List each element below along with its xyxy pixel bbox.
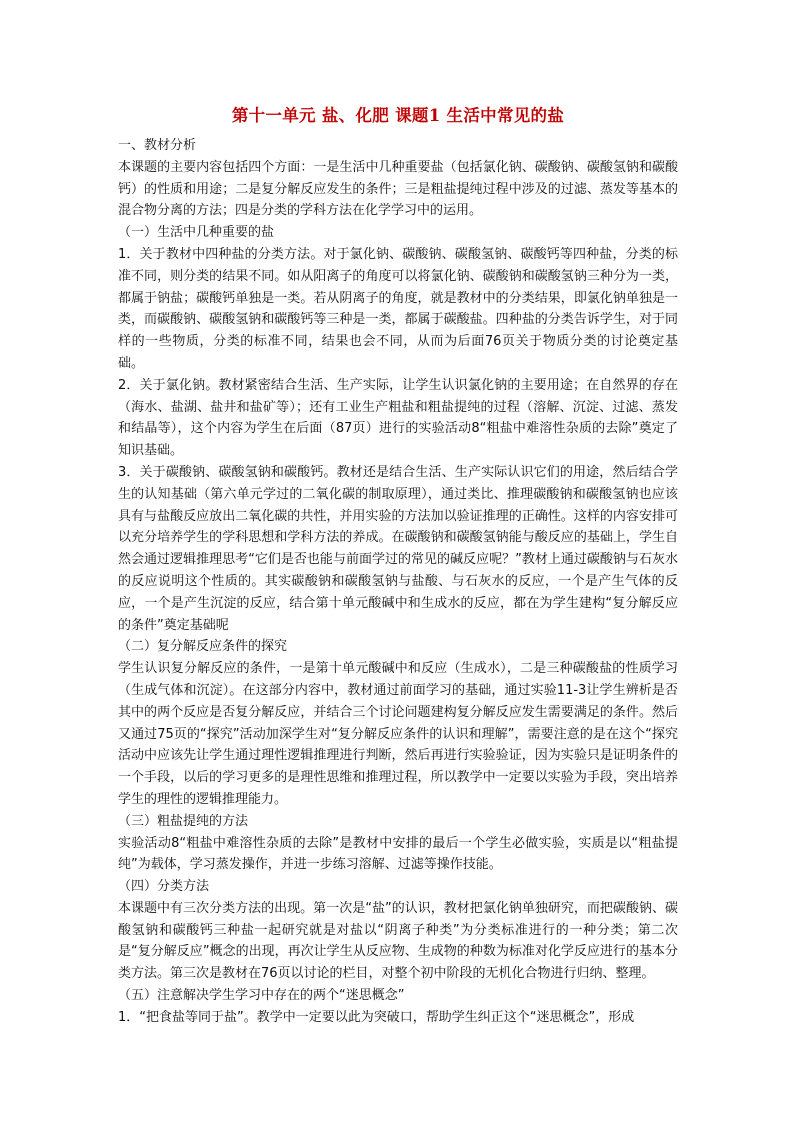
- intro-paragraph: 本课题的主要内容包括四个方面：一是生活中几种重要盐（包括氯化钠、碳酸钠、碳酸氢钠和碳酸钙）的性质和用途；二是复分解反应发生的条件；三是粗盐提纯过程中涉及的过滤、蒸发等基本的混合物分离的方法；四是分类的学科方法在化学学习中的运用。: [118, 159, 678, 219]
- subsection-heading-salts: （一）生活中几种重要的盐: [118, 225, 275, 241]
- document-title: 第十一单元 盐、化肥 课题1 生活中常见的盐: [231, 106, 565, 125]
- paragraph-salt-purification: 实验活动8“粗盐中难溶性杂质的去除”是教材中安排的最后一个学生必做实验，实质是以“粗盐提纯”为载体，学习蒸发操作，并进一步练习溶解、过滤等操作技能。: [118, 835, 678, 873]
- paragraph-classification: 1．关于教材中四种盐的分类方法。对于氯化钠、碳酸钠、碳酸氢钠、碳酸钙等四种盐，分类的标准不同，则分类的结果不同。如从阳离子的角度可以将氯化钠、碳酸钠和碳酸氢钠三种分为一类，都属于钠盐；碳酸钙单独是一类。若从阴离子的角度，就是教材中的分类结果，即氯化钠单独是一类，而碳酸钠、碳酸氢钠和碳酸钙等三种是一类，都属于碳酸盐。四种盐的分类告诉学生，对于同样的一些物质，分类的标准不同，结果也会不同，从而为后面76页关于物质分类的讨论奠定基础。: [118, 246, 678, 371]
- paragraph-carbonates: 3．关于碳酸钠、碳酸氢钠和碳酸钙。教材还是结合生活、生产实际认识它们的用途，然后结合学生的认知基础（第六单元学过的二氧化碳的制取原理），通过类比、推理碳酸钠和碳酸氢钠也应该具有与盐酸反应放出二氧化碳的共性，并用实验的方法加以验证推理的正确性。这样的内容安排可以充分培养学生的学科思想和学科方法的养成。在碳酸钠和碳酸氢钠能与酸反应的基础上，学生自然会通过逻辑推理思考“它们是否也能与前面学过的常见的碱反应呢？”教材上通过碳酸钠与石灰水的反应说明这个性质的。其实碳酸钠和碳酸氢钠与盐酸、与石灰水的反应，一个是产生气体的反应，一个是产生沉淀的反应，结合第十单元酸碱中和生成水的反应，都在为学生建构“复分解反应的条件”奠定基础呢: [118, 464, 678, 633]
- paragraph-classification-method: 本课题中有三次分类方法的出现。第一次是“盐”的认识，教材把氯化钠单独研究，而把碳酸钠、碳酸氢钠和碳酸钙三种盐一起研究就是对盐以“阴离子种类”为分类标准进行的一种分类；第二次是“复分解反应”概念的出现，再次让学生从反应物、生成物的种数为标准对化学反应进行的基本分类方法。第三次是教材在76页以讨论的栏目，对整个初中阶段的无机化合物进行归纳、整理。: [118, 900, 678, 982]
- subsection-heading-misconceptions: （五）注意解决学生学习中存在的两个“迷思概念”: [118, 988, 405, 1004]
- section-heading-analysis: 一、教材分析: [118, 138, 197, 153]
- paragraph-sodium-chloride: 2．关于氯化钠。教材紧密结合生活、生产实际，让学生认识氯化钠的主要用途；在自然界的存在（海水、盐湖、盐井和盐矿等）；还有工业生产粗盐和粗盐提纯的过程（溶解、沉淀、过滤、蒸发和结晶等），这个内容为学生在后面（87页）进行的实验活动8“粗盐中难溶性杂质的去除”奠定了知识基础。: [118, 377, 678, 459]
- subsection-heading-classification-method: （四）分类方法: [118, 879, 210, 895]
- subsection-heading-double-decomposition: （二）复分解反应条件的探究: [118, 639, 288, 655]
- document-page: [118, 100, 678, 1029]
- subsection-heading-salt-purification: （三）粗盐提纯的方法: [118, 813, 249, 829]
- paragraph-double-decomposition: 学生认识复分解反应的条件，一是第十单元酸碱中和反应（生成水），二是三种碳酸盐的性质学习（生成气体和沉淀）。在这部分内容中，教材通过前面学习的基础，通过实验11-3让学生辨析是否其中的两个反应是否复分解反应，并结合三个讨论问题建构复分解反应发生需要满足的条件。然后又通过75页的“探究”活动加深学生对“复分解反应条件的认识和理解”，需要注意的是在这个“探究活动中应该先让学生通过理性逻辑推理进行判断，然后再进行实验验证，因为实验只是证明条件的一个手段，以后的学习更多的是理性思维和推理过程，所以教学中一定要以实验为手段，突出培养学生的理性的逻辑推理能力。: [118, 661, 678, 807]
- paragraph-misconception-1: 1．“把食盐等同于盐”。教学中一定要以此为突破口，帮助学生纠正这个“迷思概念”，形成: [118, 1009, 635, 1025]
